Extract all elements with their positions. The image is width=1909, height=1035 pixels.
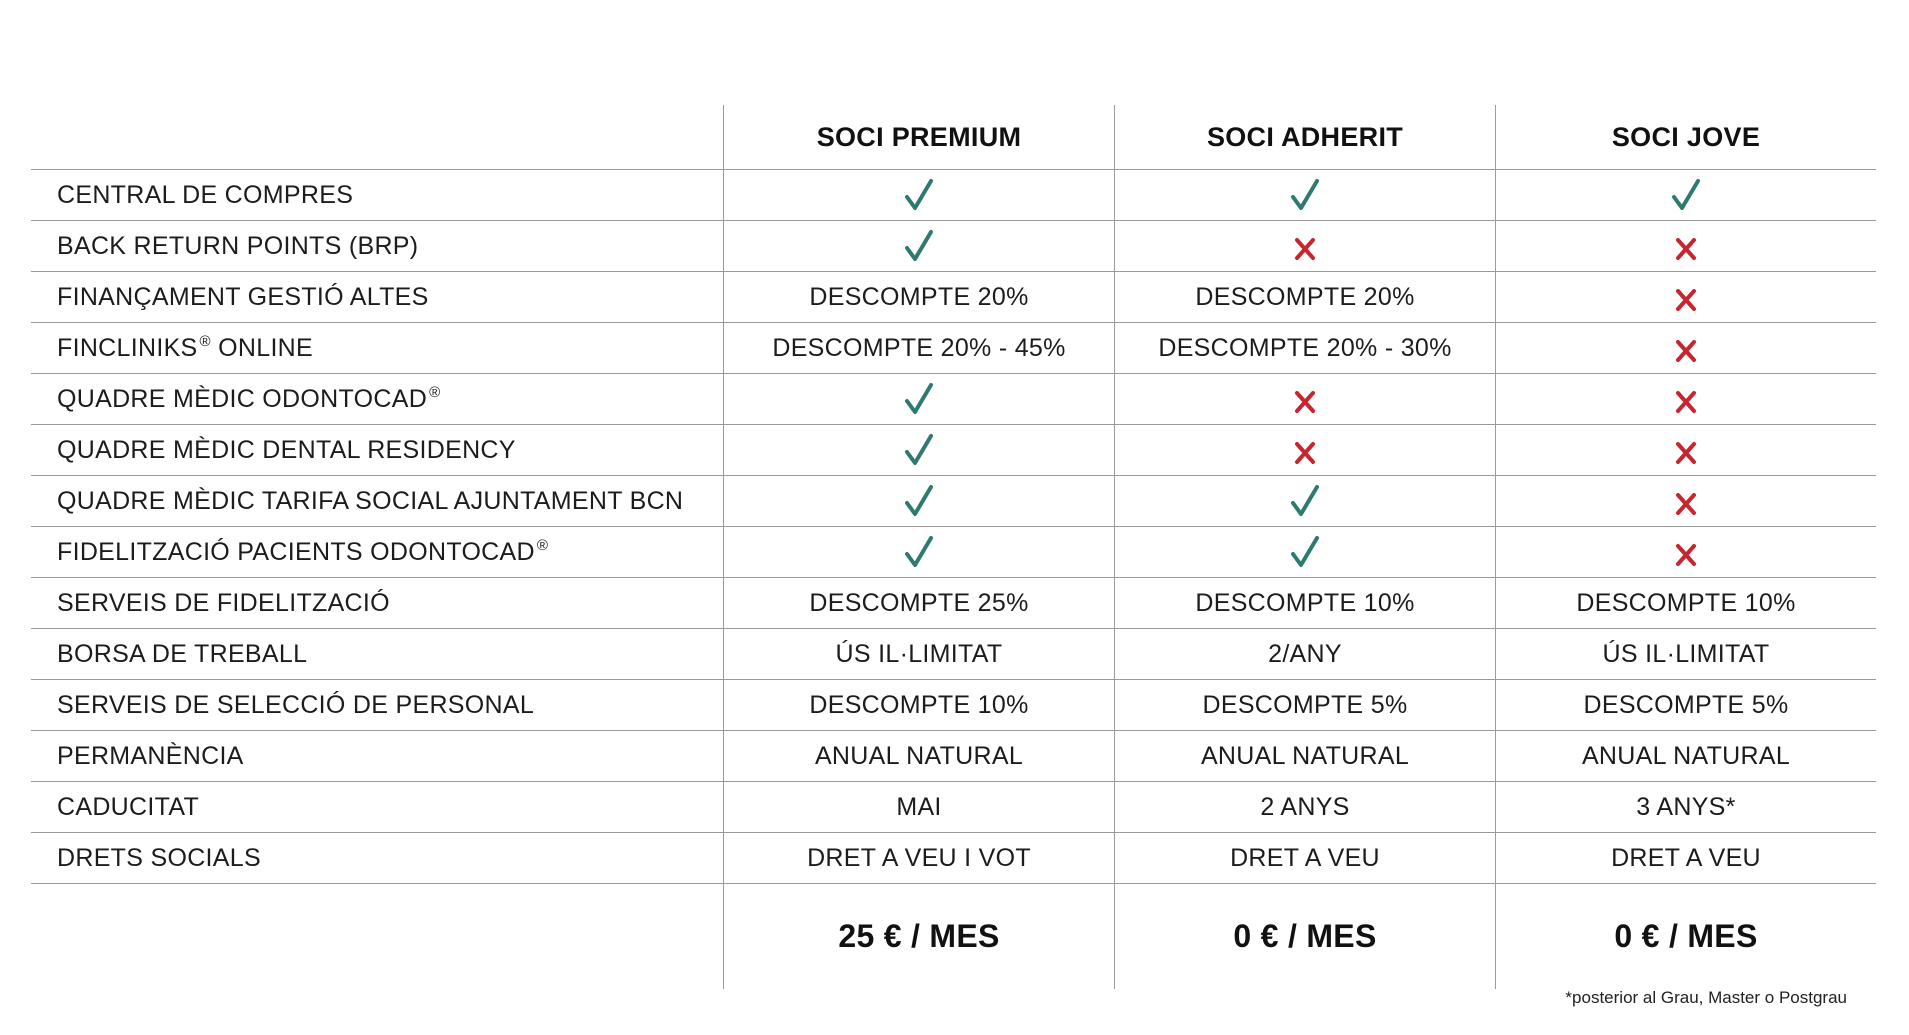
registered-mark: ® [536,536,549,554]
price-empty-cell [31,884,723,989]
row-cell-c1 [723,476,1114,526]
row-cell-c2 [1114,323,1495,373]
row-label [31,170,723,220]
row-label [31,680,723,730]
row-cell-c1 [723,629,1114,679]
row-label-text: DRETS SOCIALS [57,843,261,872]
cross-icon [1293,440,1317,466]
table-row [31,731,1876,782]
row-cell-c3 [1495,272,1876,322]
row-cell-c1 [723,782,1114,832]
row-cell-c1 [723,374,1114,424]
row-cell-c3 [1495,221,1876,271]
row-cell-c3 [1495,476,1876,526]
cell-value: DESCOMPTE 20% - 45% [772,333,1066,362]
table-row [31,527,1876,578]
row-label-text: QUADRE MÈDIC ODONTOCAD [57,384,428,413]
check-icon [1290,535,1320,569]
price-soci-premium: 25 € / MES [723,884,1114,989]
table-row [31,476,1876,527]
cross-icon [1674,338,1698,364]
row-cell-c1 [723,833,1114,883]
row-cell-c2 [1114,578,1495,628]
row-cell-c3 [1495,731,1876,781]
table-row [31,374,1876,425]
cross-icon [1674,236,1698,262]
cell-value: DESCOMPTE 5% [1583,690,1789,719]
row-cell-c2 [1114,731,1495,781]
cell-value: DESCOMPTE 10% [1576,588,1796,617]
table-row [31,680,1876,731]
cell-value: ÚS IL·LIMITAT [1602,639,1770,668]
cell-value: DESCOMPTE 20% [809,282,1029,311]
row-label-text: CENTRAL DE COMPRES [57,180,354,209]
row-label-text: SERVEIS DE FIDELITZACIÓ [57,588,390,617]
row-label-text: QUADRE MÈDIC TARIFA SOCIAL AJUNTAMENT BCN [57,486,684,515]
check-icon [904,382,934,416]
row-cell-c3 [1495,833,1876,883]
header-soci-jove: SOCI JOVE [1495,105,1876,169]
cell-value: DRET A VEU [1230,843,1380,872]
row-label [31,578,723,628]
table-row [31,170,1876,221]
cell-value: DESCOMPTE 20% - 30% [1158,333,1452,362]
row-label-text: PERMANÈNCIA [57,741,244,770]
cell-value: ANUAL NATURAL [1200,741,1410,770]
row-label-text: CADUCITAT [57,792,200,821]
cell-value: ANUAL NATURAL [1581,741,1791,770]
cell-value: 2/ANY [1268,639,1342,668]
table-row [31,323,1876,374]
row-label [31,476,723,526]
row-cell-c2 [1114,170,1495,220]
cell-value: DESCOMPTE 20% [1195,282,1415,311]
header-soci-premium: SOCI PREMIUM [723,105,1114,169]
check-icon [904,535,934,569]
cell-value: DESCOMPTE 10% [809,690,1029,719]
row-label-text: FINANÇAMENT GESTIÓ ALTES [57,282,429,311]
cell-value: DESCOMPTE 25% [809,588,1029,617]
row-cell-c3 [1495,374,1876,424]
row-cell-c1 [723,221,1114,271]
row-cell-c3 [1495,782,1876,832]
cross-icon [1674,287,1698,313]
price-soci-jove: 0 € / MES [1495,884,1876,989]
row-cell-c2 [1114,476,1495,526]
check-icon [904,433,934,467]
row-label [31,221,723,271]
cross-icon [1674,491,1698,517]
table-header-row [31,105,1876,170]
row-cell-c2 [1114,272,1495,322]
row-cell-c3 [1495,170,1876,220]
header-soci-adherit: SOCI ADHERIT [1114,105,1495,169]
row-cell-c1 [723,272,1114,322]
row-cell-c1 [723,323,1114,373]
row-cell-c2 [1114,527,1495,577]
row-label-text: QUADRE MÈDIC DENTAL RESIDENCY [57,435,516,464]
registered-mark: ® [429,383,441,401]
table-row [31,221,1876,272]
row-label-text: SERVEIS DE SELECCIÓ DE PERSONAL [57,690,535,719]
table-row [31,425,1876,476]
row-cell-c1 [723,680,1114,730]
row-cell-c2 [1114,782,1495,832]
price-soci-adherit: 0 € / MES [1114,884,1495,989]
cross-icon [1674,389,1698,415]
check-icon [904,178,934,212]
row-label [31,527,723,577]
row-label [31,629,723,679]
registered-mark: ® [199,332,211,350]
row-cell-c1 [723,578,1114,628]
membership-comparison-table [31,105,1876,989]
row-label-text: FINCLINIKS [57,333,198,362]
cell-value: 2 ANYS [1260,792,1350,821]
row-label-text: BORSA DE TREBALL [57,639,308,668]
table-row [31,833,1876,884]
check-icon [1671,178,1701,212]
price-row [31,884,1876,989]
row-label [31,323,723,373]
row-cell-c1 [723,527,1114,577]
table-row [31,782,1876,833]
check-icon [904,229,934,263]
cross-icon [1674,542,1698,568]
check-icon [904,484,934,518]
table-body [31,170,1876,884]
row-label [31,425,723,475]
row-cell-c3 [1495,578,1876,628]
cell-value: MAI [896,792,942,821]
cell-value: DESCOMPTE 10% [1195,588,1415,617]
row-cell-c2 [1114,425,1495,475]
cross-icon [1674,440,1698,466]
row-label-suffix: ONLINE [210,333,314,362]
cell-value: DESCOMPTE 5% [1202,690,1408,719]
row-cell-c1 [723,731,1114,781]
check-icon [1290,178,1320,212]
row-label [31,731,723,781]
cell-value: DRET A VEU I VOT [807,843,1031,872]
check-icon [1290,484,1320,518]
row-cell-c2 [1114,221,1495,271]
row-label [31,782,723,832]
row-cell-c2 [1114,374,1495,424]
row-label [31,833,723,883]
row-cell-c3 [1495,680,1876,730]
footnote: *posterior al Grau, Master o Postgrau [1565,988,1847,1007]
row-cell-c1 [723,425,1114,475]
row-label-text: BACK RETURN POINTS (BRP) [57,231,419,260]
row-label-text: FIDELITZACIÓ PACIENTS ODONTOCAD [57,537,535,566]
cross-icon [1293,236,1317,262]
row-cell-c2 [1114,680,1495,730]
cell-value: DRET A VEU [1611,843,1761,872]
cell-value: ANUAL NATURAL [814,741,1024,770]
row-label [31,374,723,424]
row-cell-c3 [1495,425,1876,475]
row-cell-c2 [1114,833,1495,883]
row-cell-c2 [1114,629,1495,679]
row-cell-c3 [1495,629,1876,679]
table-row [31,629,1876,680]
cross-icon [1293,389,1317,415]
table-row [31,272,1876,323]
row-label [31,272,723,322]
cell-value: 3 ANYS* [1636,792,1736,821]
header-empty-cell [31,105,723,169]
table-row [31,578,1876,629]
row-cell-c1 [723,170,1114,220]
cell-value: ÚS IL·LIMITAT [835,639,1003,668]
row-cell-c3 [1495,527,1876,577]
row-cell-c3 [1495,323,1876,373]
